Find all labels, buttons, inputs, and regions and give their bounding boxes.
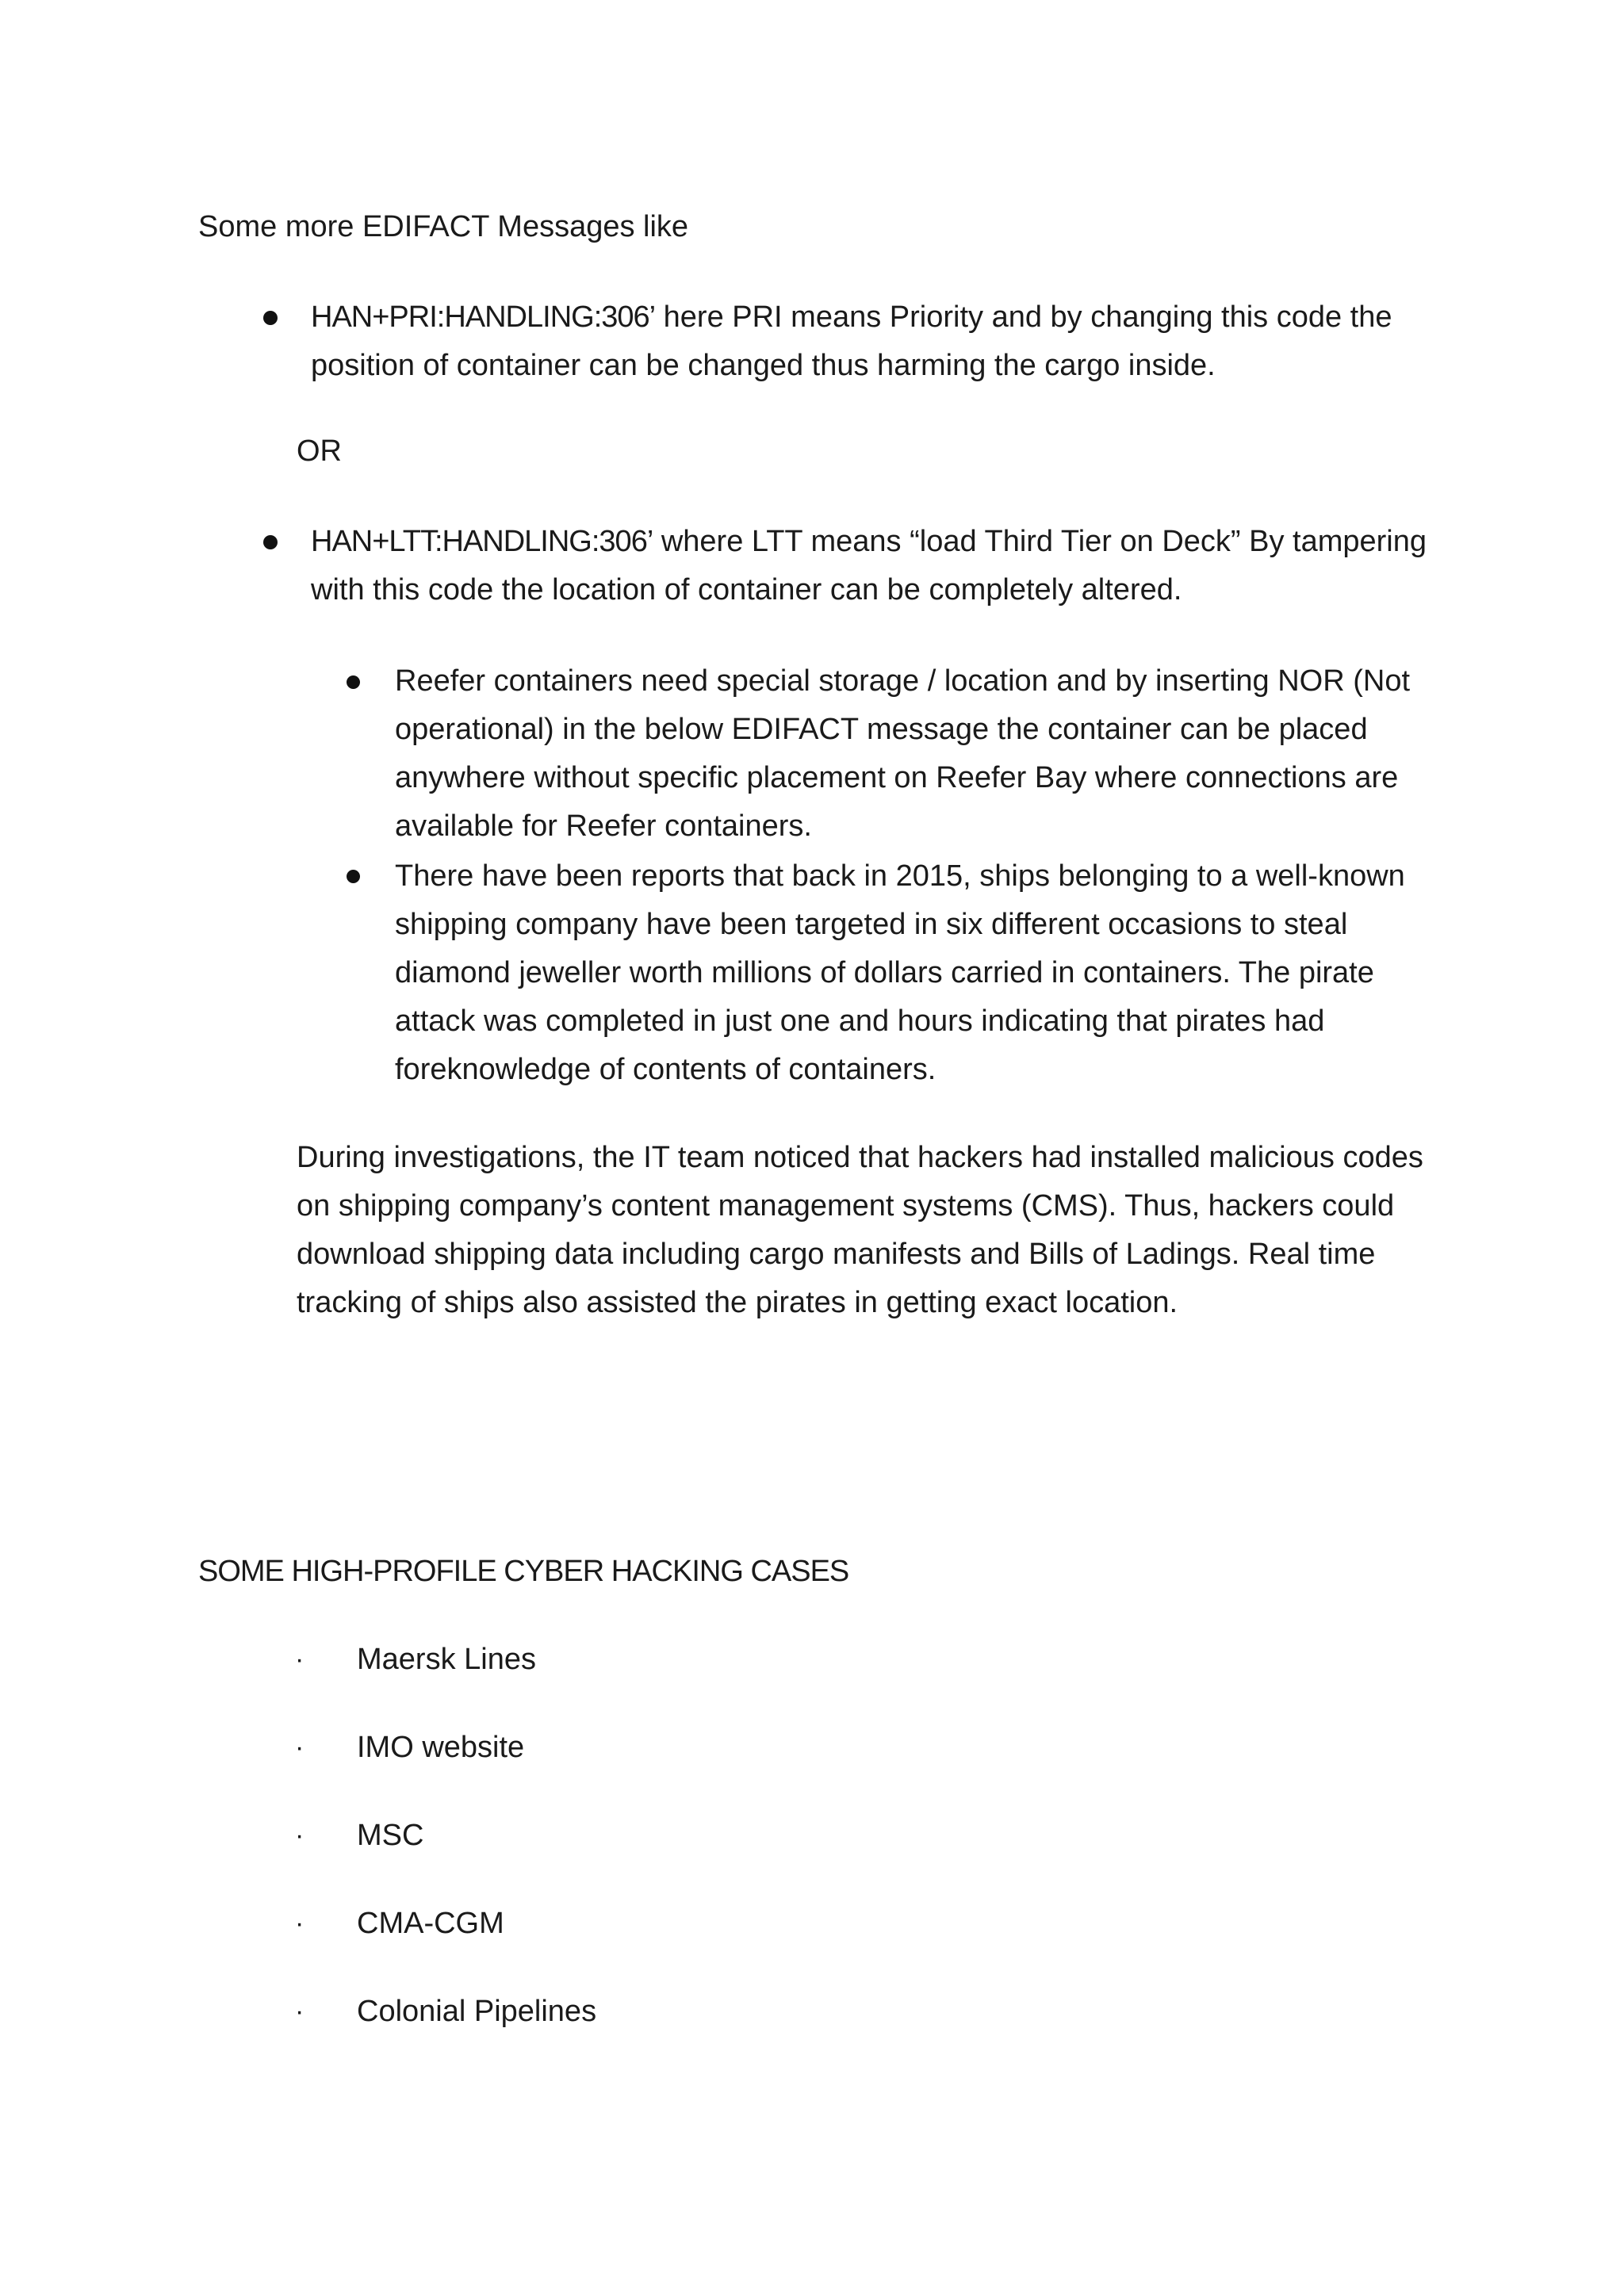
investigation-line: download shipping data including cargo manifests and Bills of Ladings. Real time [297, 1238, 1376, 1271]
middle-dot-icon: · [295, 1644, 304, 1674]
sub-bullet-2-line: There have been reports that back in 2015, ships belonging to a well-known [395, 859, 1405, 893]
sub-bullet-1-line: operational) in the below EDIFACT message the container can be placed [395, 713, 1368, 746]
intro-text: Some more EDIFACT Messages like [198, 210, 689, 243]
bullet-dot-icon [263, 535, 278, 549]
edifact-code-ltt: HAN+LTT:HANDLING:306’ [311, 525, 653, 558]
middle-dot-icon: · [295, 1732, 304, 1762]
sub-bullet-1-line: anywhere without specific placement on Reefer Bay where connections are [395, 761, 1399, 794]
edifact-code-pri: HAN+PRI:HANDLING:306’ [311, 300, 656, 334]
investigation-line: tracking of ships also assisted the pirates in getting exact location. [297, 1286, 1178, 1319]
case-item: Maersk Lines [357, 1643, 536, 1676]
investigation-line: on shipping company’s content management systems (CMS). Thus, hackers could [297, 1189, 1395, 1223]
bullet-2-text: where LTT means “load Third Tier on Deck” By tampering [653, 525, 1427, 558]
middle-dot-icon: · [295, 1908, 304, 1938]
sub-bullet-1-line: Reefer containers need special storage / location and by inserting NOR (Not [395, 664, 1411, 698]
sub-bullet-1-line: available for Reefer containers. [395, 809, 812, 843]
case-item: CMA-CGM [357, 1907, 504, 1940]
investigation-line: During investigations, the IT team noticed that hackers had installed malicious codes [297, 1141, 1423, 1174]
middle-dot-icon: · [295, 1996, 304, 2026]
cases-heading: SOME HIGH-PROFILE CYBER HACKING CASES [198, 1555, 849, 1588]
middle-dot-icon: · [295, 1820, 304, 1850]
sub-bullet-2-line: diamond jeweller worth millions of dollars carried in containers. The pirate [395, 956, 1374, 989]
case-item: IMO website [357, 1731, 525, 1764]
bullet-1-line-2: position of container can be changed thus harming the cargo inside. [311, 349, 1216, 382]
case-item: MSC [357, 1819, 424, 1852]
or-text: OR [297, 434, 342, 468]
bullet-2-line-2: with this code the location of container can be completely altered. [311, 573, 1182, 607]
case-item: Colonial Pipelines [357, 1995, 597, 2028]
bullet-dot-icon [347, 675, 360, 689]
sub-bullet-2-line: foreknowledge of contents of containers. [395, 1053, 936, 1086]
bullet-2-line-1 [311, 518, 1427, 566]
bullet-1-text: here PRI means Priority and by changing this code the [655, 300, 1392, 334]
sub-bullet-2-line: shipping company have been targeted in six different occasions to steal [395, 908, 1348, 941]
bullet-dot-icon [347, 870, 360, 883]
sub-bullet-2-line: attack was completed in just one and hours indicating that pirates had [395, 1004, 1325, 1038]
bullet-dot-icon [263, 311, 278, 325]
bullet-1-line-1 [311, 293, 1392, 342]
